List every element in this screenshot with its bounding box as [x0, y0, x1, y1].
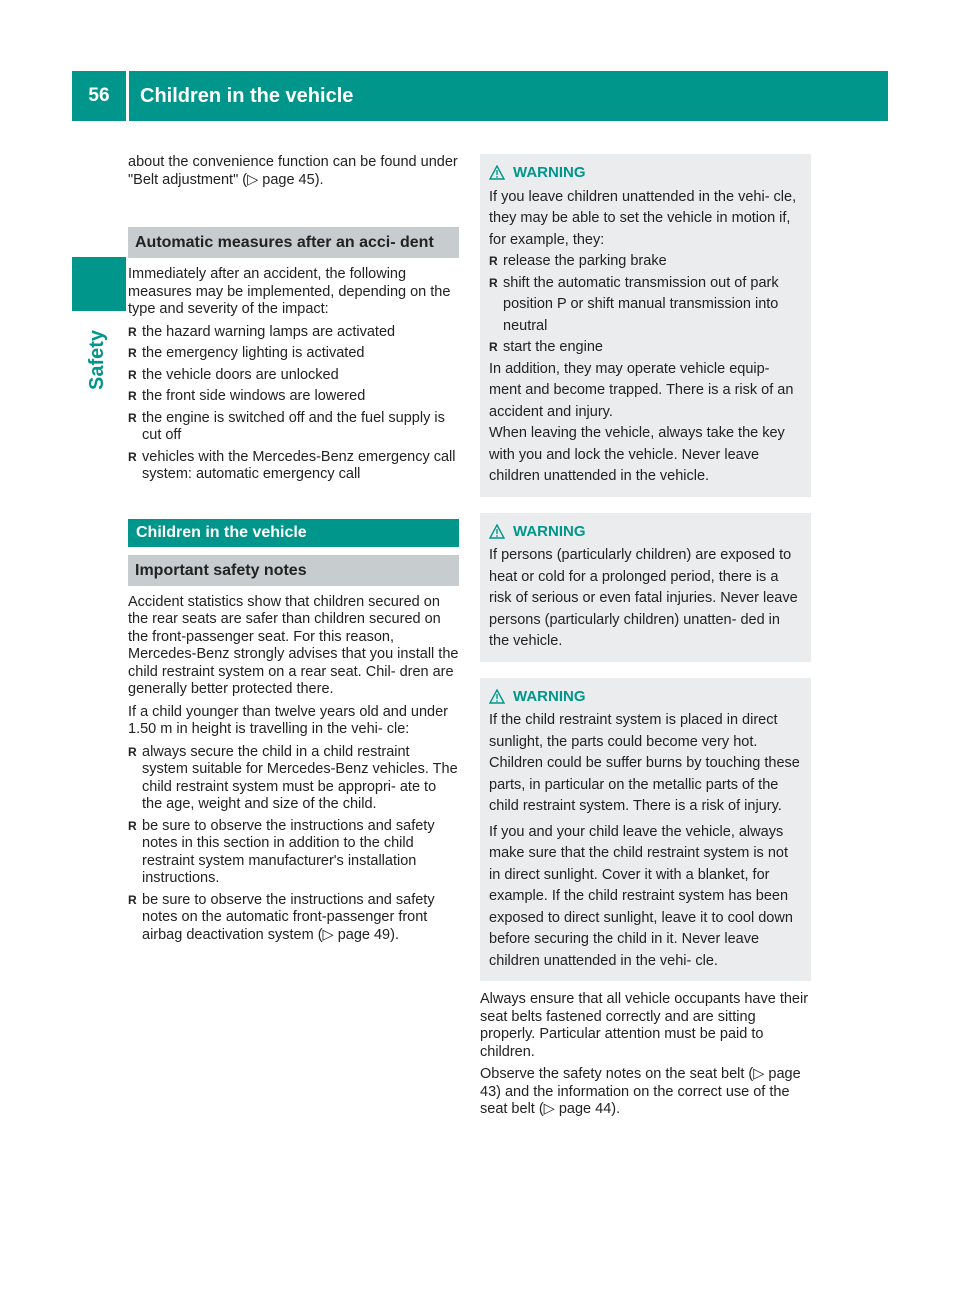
warning-triangle-icon	[489, 524, 505, 539]
list-item: R the vehicle doors are unlocked	[128, 367, 459, 385]
list-item: R be sure to observe the instructions and safety notes in this section in addition to the child restraint system manufacturer's installation instructions.	[128, 818, 459, 888]
sidebar-marker	[72, 257, 126, 311]
list-item: R the hazard warning lamps are activated	[128, 324, 459, 342]
list-item: R the emergency lighting is activated	[128, 345, 459, 363]
warning-box-unattended	[480, 154, 811, 497]
safety-notes-list	[128, 744, 459, 945]
section-heading-children-in-vehicle: Children in the vehicle	[128, 519, 459, 547]
list-item: R shift the automatic transmission out of park position P or shift manual transmission into neutral	[489, 273, 802, 338]
warning-text: In addition, they may operate vehicle equip- ment and become trapped. There is a risk of an accident and injury.	[489, 360, 794, 420]
right-column	[480, 154, 811, 1124]
list-item: R start the engine	[489, 337, 802, 359]
list-item: R release the parking brake	[489, 251, 802, 273]
page-title: Children in the vehicle	[140, 85, 354, 107]
intro-paragraph: about the convenience function can be found under "Belt adjustment" (▷ page 45).	[128, 154, 458, 188]
warning-triangle-icon	[489, 165, 505, 180]
header-separator	[126, 71, 129, 121]
section-heading-important-safety-notes: Important safety notes	[128, 555, 459, 586]
seat-belt-reference-paragraph: Observe the safety notes on the seat belt (▷ page 43) and the information on the correct use of the seat belt (▷ page 44).	[480, 1066, 801, 1117]
list-item: R be sure to observe the instructions and safety notes on the automatic front-passenger front airbag deactivation system (▷ page 49).	[128, 892, 459, 945]
safety-notes-paragraph-1: Accident statistics show that children secured on the rear seats are safer than children secured on the front-passenger seat. For this reason, Mercedes-Benz strongly advises that you install the child restraint system on a rear seat. Chil- dren are generally better protected there.	[128, 593, 459, 697]
section1-list	[128, 324, 459, 484]
list-item: R vehicles with the Mercedes-Benz emergency call system: automatic emergency call	[128, 449, 459, 484]
warning-text: When leaving the vehicle, always take the key with you and lock the vehicle. Never leave children unattended in the vehicle.	[489, 425, 785, 484]
page-number: 56	[88, 85, 110, 106]
sidebar-section-label: Safety	[86, 329, 108, 390]
left-column	[128, 154, 459, 949]
warning-text: If persons (particularly children) are exposed to heat or cold for a prolonged period, there is a risk of serious or even fatal injuries. Never leave persons (particularly children) unatten- ded in the vehicle.	[489, 547, 798, 649]
warning-label: WARNING	[513, 687, 586, 705]
warning-text: If you leave children unattended in the vehi- cle, they may be able to set the vehicle in motion if, for example, they:	[489, 188, 797, 248]
section-heading-automatic-measures: Automatic measures after an acci- dent	[128, 227, 459, 258]
list-item: R always secure the child in a child restraint system suitable for Mercedes-Benz vehicles. The child restraint system must be appropri- ate to the age, weight and size of the child.	[128, 744, 459, 814]
section1-intro: Immediately after an accident, the following measures may be implemented, depending on the type and severity of the impact:	[128, 266, 451, 317]
warning-label: WARNING	[513, 164, 586, 181]
warning-triangle-icon	[489, 689, 505, 704]
page-header	[72, 71, 888, 121]
warning-list	[489, 251, 802, 359]
list-item: R the engine is switched off and the fuel supply is cut off	[128, 410, 459, 445]
warning-box-sunlight	[480, 678, 811, 982]
list-item: R the front side windows are lowered	[128, 388, 459, 406]
warning-text: If the child restraint system is placed in direct sunlight, the parts could become very hot. Children could be suffer burns by touching these parts, in particular on the metallic parts of the child restraint system. There is a risk of injury.	[489, 712, 800, 814]
warning-box-heat-cold	[480, 513, 811, 662]
warning-text: If you and your child leave the vehicle, always make sure that the child restraint system is not in direct sunlight. Cover it with a blanket, for example. If the child restraint system has been exposed to direct sunlight, leave it to cool down before securing the child in it. Never leave children unattended in the vehi- cle.	[489, 823, 793, 969]
safety-notes-paragraph-2: If a child younger than twelve years old and under 1.50 m in height is travelling in the vehi- cle:	[128, 703, 449, 737]
seat-belt-paragraph: Always ensure that all vehicle occupants have their seat belts fastened correctly and are sitting properly. Particular attention must be paid to children.	[480, 991, 809, 1060]
warning-label: WARNING	[513, 522, 586, 540]
